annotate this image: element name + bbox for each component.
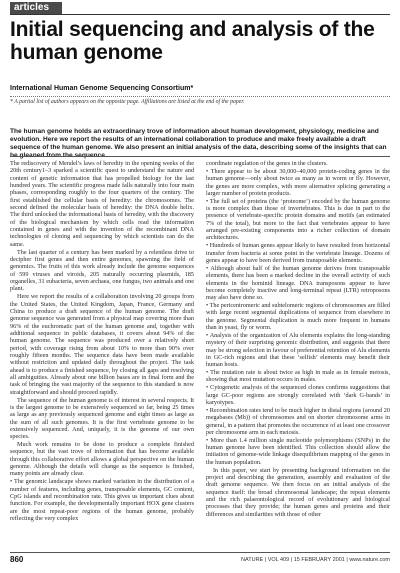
bullet-paragraph: • The full set of proteins (the ‘proteome’) encoded by the human genome is more complex than those of invertebrates. This is due in part to the presence of vertebrate-specific protein domains and motifs (an estimated 7% of the total), but more to the fact that vertebrates appear to have arranged pre-existing components into a richer collection of domain architectures. <box>206 197 390 242</box>
paragraph: The last quarter of a century has been marked by a relentless drive to decipher first genes and then entire genomes, spawning the field of genomics. The fruits of this work already include the genome sequences of 599 viruses and viroids, 205 naturally occurring plasmids, 185 organelles, 31 eubacteria, seven archaea, one fungus, two animals and one plant. <box>10 248 194 293</box>
bullet-paragraph: • Hundreds of human genes appear likely to have resulted from horizontal transfer from bacteria at some point in the vertebrate lineage. Dozens of genes appear to have been derived from transposable elements. <box>206 242 390 264</box>
bullet-paragraph: • More than 1.4 million single nucleotide polymorphisms (SNPs) in the human genome have been identified. This collection should allow the initiation of genome-wide linkage disequilibrium mapping of the genes in the human population. <box>206 436 390 466</box>
bullet-paragraph: • The pericentromeric and subtelomeric regions of chromosomes are filled with large recent segmental duplications of sequence from elsewhere in the genome. Segmental duplication is much more frequent in humans than in yeast, fly or worm. <box>206 302 390 332</box>
bullet-paragraph: • The genomic landscape shows marked variation in the distribution of a number of features, including genes, transposable elements, GC content, CpG islands and recombination rate. This gives us important clues about function. For example, the developmentally important HOX gene clusters are the most repeat-poor regions of the human genome, probably reflecting the very complex <box>10 478 194 522</box>
header-rule <box>10 14 390 15</box>
paragraph: The sequence of the human genome is of interest in several respects. It is the largest genome to be extensively sequenced so far, being 25 times as large as any previously sequenced genome and eight times as large as the sum of all such genomes. It is the first vertebrate genome to be extensively sequenced. And, uniquely, it is the genome of our own species. <box>10 396 194 441</box>
abstract: The human genome holds an extraordinary trove of information about human development, physiology, medicine and evolution. Here we report the results of an international collaboration to produce and make freely available a draft sequence of the human genome. We also present an initial analysis of the data, describing some of the insights that can be gleaned from the sequence. <box>10 128 387 159</box>
abstract-rule <box>10 156 390 157</box>
journal-citation: NATURE | VOL 409 | 15 FEBRUARY 2001 | www.nature.com <box>241 557 390 563</box>
bullet-paragraph: • Cytogenetic analysis of the sequenced clones confirms suggestions that large GC-poor regions are strongly correlated with ‘dark G-bands’ in karyotypes. <box>206 384 390 406</box>
paragraph: The rediscovery of Mendel’s laws of heredity in the opening weeks of the 20th century1–3 sparked a scientific quest to understand the nature and content of genetic information that has propelled biology for the last hundred years. The scientific progress made falls naturally into four main phases, corresponding roughly to the four quarters of the century. The first established the cellular basis of heredity: the chromosomes. The second defined the molecular basis of heredity: the DNA double helix. The third unlocked the informational basis of heredity, with the discovery of the biological mechanism by which cells read the information contained in genes and with the invention of the recombinant DNA technologies of cloning and sequencing by which scientists can do the same. <box>10 160 194 248</box>
paragraph: Much work remains to be done to produce a complete finished sequence, but the vast trove of information that has become available through this collaborative effort allows a global perspective on the human genome. Although the details will change as the sequence is finished, many points are already clear. <box>10 441 194 478</box>
bullet-paragraph: • There appear to be about 30,000–40,000 protein-coding genes in the human genome—only about twice as many as in worm or fly. However, the genes are more complex, with more alternative splicing generating a larger number of protein products. <box>206 167 390 197</box>
section-label: articles <box>10 2 62 14</box>
author-divider <box>10 96 390 97</box>
body-column-left <box>10 160 194 550</box>
paragraph: Here we report the results of a collaboration involving 20 groups from the United States, the United Kingdom, Japan, France, Germany and China to produce a draft sequence of the human genome. The draft genome sequence was generated from a physical map covering more than 96% of the euchromatic part of the human genome and, together with additional sequence in public databases, it covers about 94% of the human genome. The sequence was produced over a relatively short period, with coverage rising from about 10% to more than 90% over roughly fifteen months. The sequence data have been made available without restriction and updated daily throughout the project. The task ahead is to produce a finished sequence, by closing all gaps and resolving all ambiguities. Already about one billion bases are in final form and the task of bringing the vast majority of the sequence to this standard is now straightforward and should proceed rapidly. <box>10 293 194 396</box>
bullet-paragraph: • Analysis of the organization of Alu elements explains the long-standing mystery of their surprising genomic distribution, and suggests that there may be strong selection in favour of preferential retention of Alu elements in GC-rich regions and that these ‘selfish’ elements may benefit their human hosts. <box>206 331 390 369</box>
page-number: 860 <box>10 555 24 564</box>
bullet-paragraph: • The mutation rate is about twice as high in male as in female meiosis, showing that most mutation occurs in males. <box>206 369 390 384</box>
author-consortium: International Human Genome Sequencing Consortium* <box>10 85 194 92</box>
bullet-paragraph: • Recombination rates tend to be much higher in distal regions (around 20 megabases (Mb)) of chromosomes and on shorter chromosome arms in general, in a pattern that promotes the occurrence of at least one crossover per chromosome arm in each meiosis. <box>206 406 390 436</box>
article-title: Initial sequencing and analysis of the human genome <box>10 18 375 64</box>
footer-rule <box>10 552 390 553</box>
author-footnote: * A partial list of authors appears on the opposite page. Affiliations are listed at the end of the paper. <box>10 99 245 105</box>
bullet-paragraph: • Although about half of the human genome derives from transposable elements, there has been a marked decline in the overall activity of such elements in the hominid lineage. DNA transposons appear to have become completely inactive and long-terminal repeat (LTR) retroposons may also have done so. <box>206 264 390 302</box>
paragraph: coordinate regulation of the genes in the clusters. <box>206 160 328 167</box>
paragraph: In this paper, we start by presenting background information on the project and describing the generation, assembly and evaluation of the draft genome sequence. We then focus on an initial analysis of the sequence itself: the broad chromosomal landscape; the repeat elements and the rich palaeontological record of evolutionary and biological processes that they provide; the human genes and proteins and their differences and similarities with those of other <box>206 466 390 518</box>
body-column-right <box>206 160 390 550</box>
